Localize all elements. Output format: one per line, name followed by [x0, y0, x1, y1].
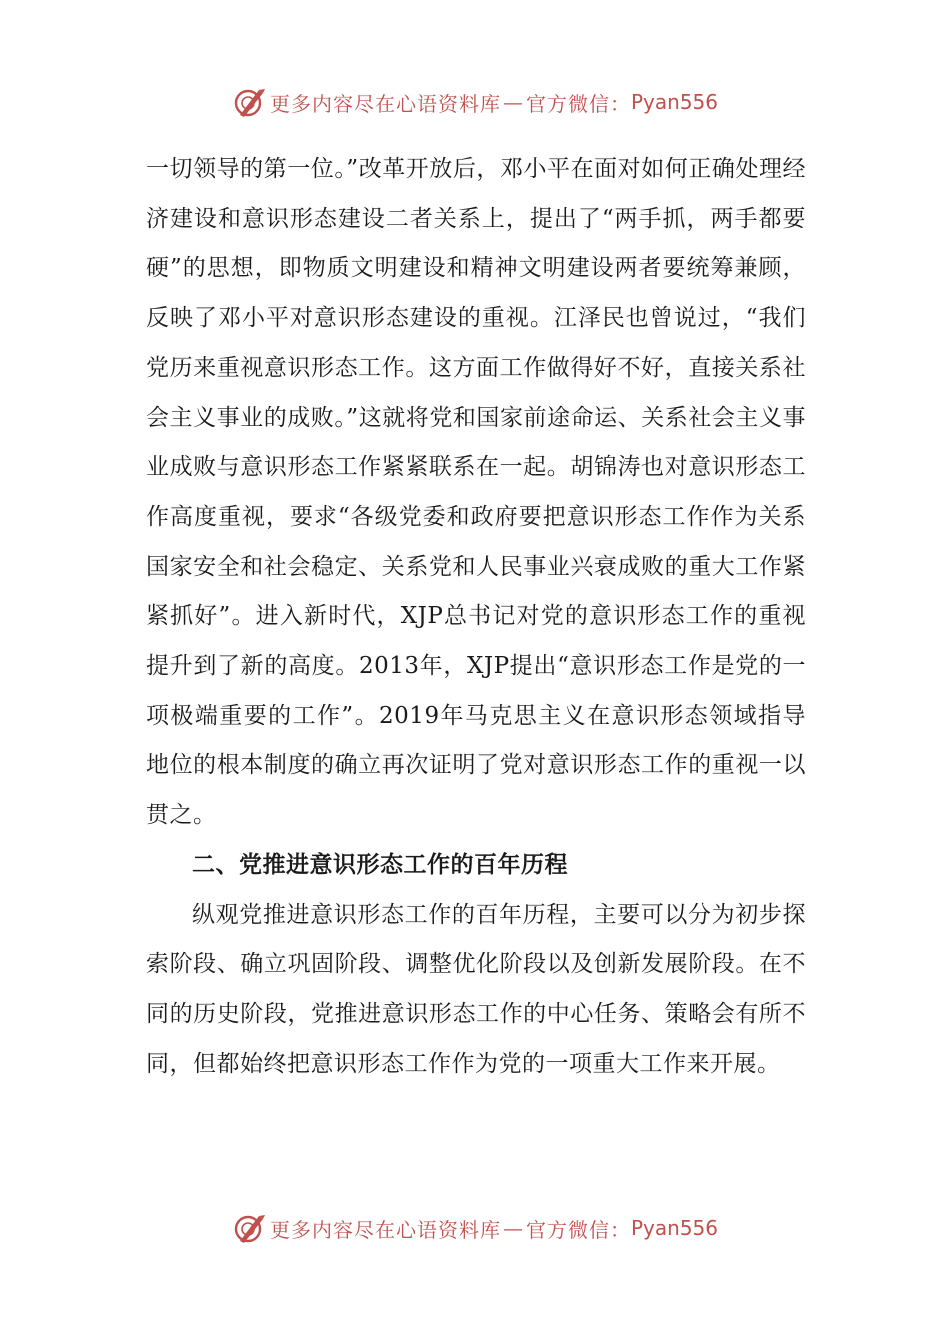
pen-circle-logo-icon: [232, 1211, 266, 1245]
watermark-middle: 官方微信：: [525, 91, 631, 116]
pen-circle-logo-icon: [232, 85, 266, 119]
body-paragraph-1: 一切领导的第一位。”改革开放后，邓小平在面对如何正确处理经济建设和意识形态建设二者关系上，提出了“两手抓，两手都要硬”的思想，即物质文明建设和精神文明建设两者要统筹兼顾，反映了邓小平对意识形态建设的重视。江泽民也曾说过，“我们党历来重视意识形态工作。这方面工作做得好不好，直接关系社会主义事业的成败。”这就将党和国家前途命运、关系社会主义事业成败与意识形态工作紧紧联系在一起。胡锦涛也对意识形态工作高度重视，要求“各级党委和政府要把意识形态工作作为关系国家安全和社会稳定、关系党和人民事业兴衰成败的重大工作紧紧抓好”。进入新时代，XJP总书记对党的意识形态工作的重视提升到了新的高度。2013年，XJP提出“意识形态工作是党的一项极端重要的工作”。2019年马克思主义在意识形态领域指导地位的根本制度的确立再次证明了党对意识形态工作的重视一以贯之。: [146, 156, 806, 829]
watermark-middle: 官方微信：: [525, 1217, 631, 1242]
watermark-wechat-id: Pyan556: [630, 90, 718, 114]
footer-watermark: [0, 1208, 950, 1248]
watermark-dash: —: [502, 90, 524, 114]
watermark-prefix: 更多内容尽在心语资料库: [269, 1217, 501, 1242]
watermark-dash: —: [502, 1216, 524, 1240]
document-body: [146, 145, 806, 1089]
watermark-wechat-id: Pyan556: [630, 1216, 718, 1240]
header-watermark: [0, 82, 950, 122]
section-heading-2: 二、党推进意识形态工作的百年历程: [192, 851, 568, 878]
watermark-prefix: 更多内容尽在心语资料库: [269, 91, 501, 116]
body-paragraph-2: 纵观党推进意识形态工作的百年历程，主要可以分为初步探索阶段、确立巩固阶段、调整优化阶段以及创新发展阶段。在不同的历史阶段，党推进意识形态工作的中心任务、策略会有所不同，但都始终把意识形态工作作为党的一项重大工作来开展。: [146, 901, 806, 1077]
